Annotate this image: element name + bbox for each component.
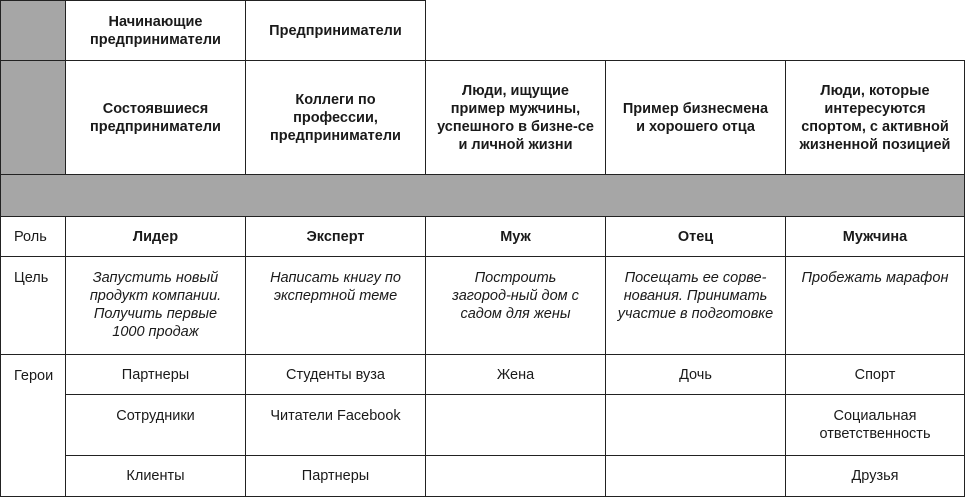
role-cell: Эксперт [245,216,426,257]
role-cell: Муж [425,216,606,257]
goal-cell: Написать книгу по экспертной теме [245,256,426,355]
hero-cell [425,455,606,497]
hero-cell [605,394,786,456]
hero-cell: Студенты вуза [245,354,426,395]
goal-cell: Посещать ее сорве-нования. Принимать участие в подготовке [605,256,786,355]
hero-cell: Читатели Facebook [245,394,426,456]
audience-cell: Состоявшиеся предприниматели [65,60,246,175]
separator-band [0,174,965,217]
goal-label: Цель [0,256,66,355]
heroes-label: Герои [0,354,66,497]
goal-cell: Запустить новый продукт компании. Получить первые 1000 продаж [65,256,246,355]
role-cell: Мужчина [785,216,965,257]
header-corner-1 [0,0,66,61]
goal-cell: Построить загород-ный дом с садом для жены [425,256,606,355]
hero-cell: Клиенты [65,455,246,497]
header-entrepreneurs: Предприниматели [245,0,426,61]
role-cell: Отец [605,216,786,257]
audience-cell: Коллеги по профессии, предприниматели [245,60,426,175]
hero-cell: Сотрудники [65,394,246,456]
header-corner-2 [0,60,66,175]
hero-cell: Партнеры [245,455,426,497]
hero-cell: Социальная ответственность [785,394,965,456]
hero-cell: Спорт [785,354,965,395]
hero-cell: Дочь [605,354,786,395]
audience-cell: Люди, ищущие пример мужчины, успешного в бизне-се и личной жизни [425,60,606,175]
role-cell: Лидер [65,216,246,257]
role-label: Роль [0,216,66,257]
hero-cell [605,455,786,497]
header-beginners: Начинающие предприниматели [65,0,246,61]
hero-cell [425,394,606,456]
hero-cell: Друзья [785,455,965,497]
audience-cell: Люди, которые интересуются спортом, с активной жизненной позицией [785,60,965,175]
hero-cell: Партнеры [65,354,246,395]
hero-cell: Жена [425,354,606,395]
goal-cell: Пробежать марафон [785,256,965,355]
audience-cell: Пример бизнесмена и хорошего отца [605,60,786,175]
